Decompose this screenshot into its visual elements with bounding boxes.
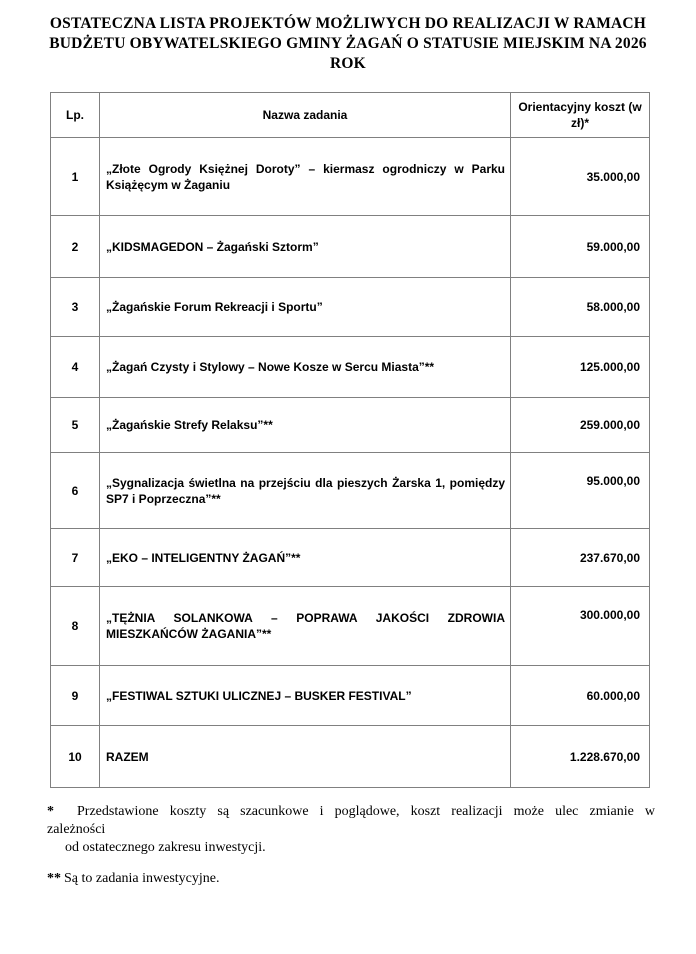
table-row: [51, 666, 650, 726]
task-name-cell: „TĘŻNIA SOLANKOWA – POPRAWA JAKOŚCI ZDROWIA MIESZKAŃCÓW ŻAGANIA”**: [100, 587, 511, 666]
cost-cell: 59.000,00: [511, 216, 650, 278]
footnotes: [47, 803, 655, 888]
row-number-cell: 10: [51, 726, 100, 788]
header-estimated-cost: Orientacyjny koszt (w zł)*: [511, 93, 650, 138]
cost-cell: 60.000,00: [511, 666, 650, 726]
row-number-cell: 1: [51, 138, 100, 216]
row-number-cell: 7: [51, 529, 100, 587]
footnote-investment-tasks: [47, 870, 655, 888]
cost-cell: 58.000,00: [511, 278, 650, 337]
cost-cell: 259.000,00: [511, 398, 650, 453]
task-name-cell: „Żagań Czysty i Stylowy – Nowe Kosze w Sercu Miasta”**: [100, 337, 511, 398]
document-title: [0, 0, 696, 74]
table-row: [51, 529, 650, 587]
row-number-cell: 3: [51, 278, 100, 337]
task-name-cell: „FESTIWAL SZTUKI ULICZNEJ – BUSKER FESTIVAL”: [100, 666, 511, 726]
row-number-cell: 5: [51, 398, 100, 453]
row-number-cell: 2: [51, 216, 100, 278]
table-row: [51, 398, 650, 453]
header-lp: Lp.: [51, 93, 100, 138]
task-name-cell: „Sygnalizacja świetlna na przejściu dla pieszych Żarska 1, pomiędzy SP7 i Poprzeczna”**: [100, 453, 511, 529]
task-name-cell: „KIDSMAGEDON – Żagański Sztorm”: [100, 216, 511, 278]
header-task-name: Nazwa zadania: [100, 93, 511, 138]
table-row: [51, 587, 650, 666]
row-number-cell: 9: [51, 666, 100, 726]
row-number-cell: 8: [51, 587, 100, 666]
projects-table: [50, 92, 650, 788]
table-row: [51, 278, 650, 337]
cost-cell: 300.000,00: [511, 587, 650, 666]
footnote-line-1: Przedstawione koszty są szacunkowe i poglądowe, koszt realizacji może ulec zmianie w: [77, 804, 655, 819]
title-line-3: ROK: [330, 55, 366, 72]
table-row: [51, 138, 650, 216]
table-row: [51, 453, 650, 529]
title-line-1: OSTATECZNA LISTA PROJEKTÓW MOŻLIWYCH DO REALIZACJI W RAMACH: [49, 15, 647, 32]
cost-cell: 35.000,00: [511, 138, 650, 216]
cost-cell: 95.000,00: [511, 453, 650, 529]
table-row-total: [51, 726, 650, 788]
cost-cell: 125.000,00: [511, 337, 650, 398]
task-name-cell: „Złote Ogrody Księżnej Doroty” – kiermasz ogrodniczy w Parku Książęcym w Żaganiu: [100, 138, 511, 216]
cost-cell: 237.670,00: [511, 529, 650, 587]
footnote-line-2: zależności: [47, 822, 106, 837]
double-asterisk-marker: **: [47, 871, 61, 886]
task-name-cell: „EKO – INTELIGENTNY ŻAGAŃ”**: [100, 529, 511, 587]
asterisk-marker: *: [47, 804, 54, 819]
total-cost-cell: 1.228.670,00: [511, 726, 650, 788]
row-number-cell: 6: [51, 453, 100, 529]
table-header-row: [51, 93, 650, 138]
title-line-2: BUDŻETU OBYWATELSKIEGO GMINY ŻAGAŃ O STATUSIE MIEJSKIM NA 2026: [49, 35, 647, 52]
footnote-cost-disclaimer: [47, 803, 655, 857]
total-label-cell: RAZEM: [100, 726, 511, 788]
task-name-cell: „Żagańskie Strefy Relaksu”**: [100, 398, 511, 453]
task-name-cell: „Żagańskie Forum Rekreacji i Sportu”: [100, 278, 511, 337]
row-number-cell: 4: [51, 337, 100, 398]
table-row: [51, 216, 650, 278]
footnote-text: Są to zadania inwestycyjne.: [64, 871, 220, 886]
footnote-line-3: od ostatecznego zakresu inwestycji.: [65, 840, 266, 855]
table-row: [51, 337, 650, 398]
